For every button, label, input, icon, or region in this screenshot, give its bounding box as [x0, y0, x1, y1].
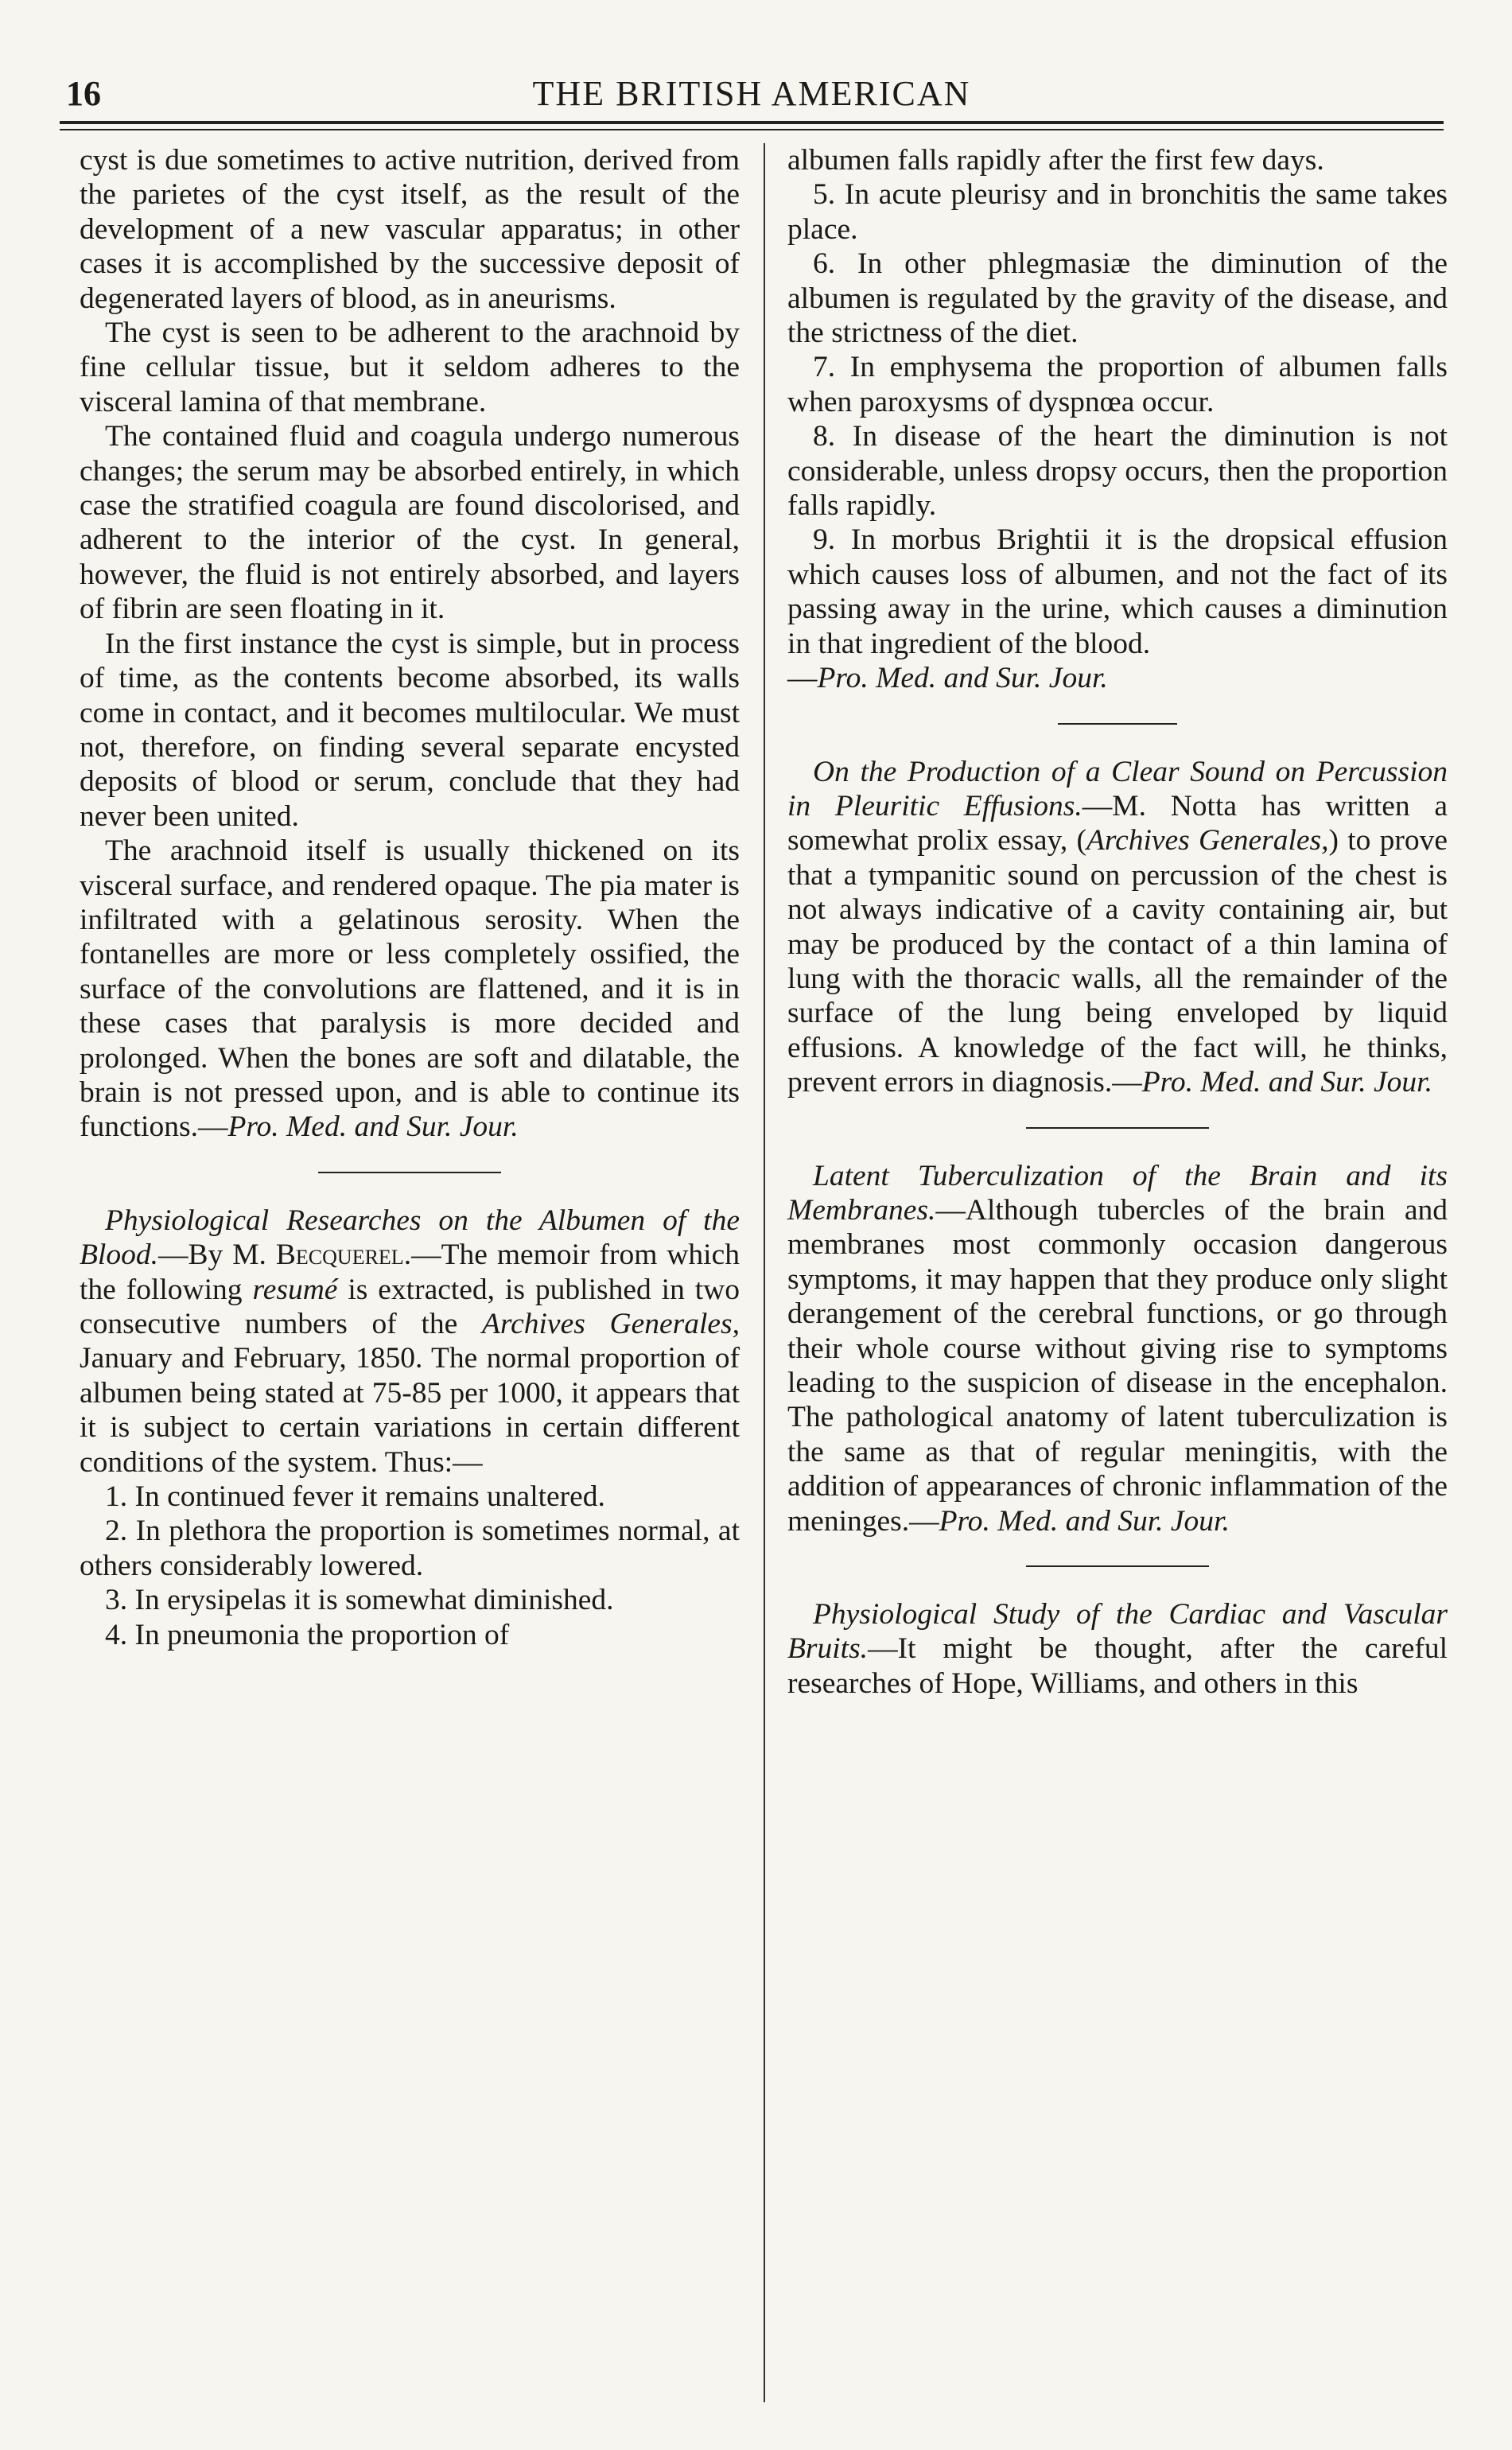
page-header: [60, 65, 1444, 121]
list-item: 2. In plethora the proportion is sometimes normal, at others considerably lowered.: [80, 1515, 740, 1582]
source-citation: Pro. Med. and Sur. Jour.: [817, 662, 1108, 695]
list-item: 5. In acute pleurisy and in bronchitis the same takes place.: [787, 178, 1448, 246]
list-item: [787, 523, 1448, 695]
list-item: 8. In disease of the heart the diminution is not considerable, unless dropsy occurs, then the proportion falls rapidly.: [787, 420, 1448, 523]
article-text: January and February, 1850. The normal proportion of albumen being stated at 75-85 per 1000, it appears that it is subject to certain variations in certain different conditions of the system. Thus:—: [80, 1342, 740, 1479]
source-citation: Pro. Med. and Sur. Jour.: [227, 1110, 519, 1144]
column-divider: [764, 143, 765, 2402]
article-title: Physiological Study of the Cardiac and Vascular Bruits.: [787, 1598, 1448, 1666]
page-number: 16: [66, 74, 101, 113]
article-text: .—The memoir from which the following: [80, 1239, 740, 1306]
paragraph: The cyst is seen to be adherent to the arachnoid by fine cellular tissue, but it seldom adheres to the visceral lamina of that membrane.: [80, 317, 740, 418]
list-item: 6. In other phlegmasiæ the diminution of the albumen is regulated by the gravity of the disease, and the strictness of the diet.: [787, 247, 1448, 350]
dash: —: [787, 662, 818, 695]
running-title: THE BRITISH AMERICAN: [532, 74, 971, 113]
paragraph: The contained fluid and coagula undergo numerous changes; the serum may be absorbed entirely, in which case the stratified coagula are found discolorised, and adherent to the interior of the cyst. In general, however, the fluid is not entirely absorbed, and layers of fibrin are seen floating in it.: [80, 420, 740, 626]
source-citation: Pro. Med. and Sur. Jour.: [939, 1504, 1230, 1538]
author-name: Becquerel: [275, 1239, 404, 1272]
list-item-text: 9. In morbus Brightii it is the dropsical effusion which causes loss of albumen, and not the fact of its passing away in the urine, which causes a diminution in that ingredient of the blood.: [787, 523, 1448, 660]
article-physiological-researches: [80, 1204, 740, 1480]
header-rule: [60, 121, 1444, 124]
article-text: —It might be thought, after the careful researches of Hope, Williams, and others in this: [787, 1632, 1448, 1700]
article-clear-sound: [787, 755, 1448, 1100]
journal-name: Archives Generales,: [482, 1308, 740, 1340]
left-column: [80, 143, 740, 1652]
article-text: —M. Notta has written a somewhat prolix essay, (: [787, 789, 1448, 858]
journal-name: Archives Generales,: [1086, 824, 1329, 858]
header-rule-thin: [60, 129, 1444, 130]
article-text: —Although tubercles of the brain and membranes most commonly occasion dangerous symptoms, it may happen that they produce only slight derangement of the cerebral functions, or go through their whole course without giving rise to symptoms leading to the suspicion of disease in the encephalon. The pathological anatomy of latent tuberculization is the same as that of regular meningitis, with the addition of appearances of chronic inflammation of the meninges.—: [787, 1193, 1448, 1538]
byline-text: —By M.: [157, 1239, 276, 1272]
article-title: Physiological Researches on the Albumen of the Blood.: [80, 1204, 740, 1272]
list-item: 1. In continued fever it remains unaltered.: [105, 1480, 605, 1514]
list-item: 7. In emphysema the proportion of albumen falls when paroxysms of dyspnœa occur.: [787, 351, 1448, 418]
article-title: On the Production of a Clear Sound on Percussion in Pleuritic Effusions.: [787, 755, 1448, 822]
list-item: 3. In erysipelas it is somewhat diminished.: [105, 1584, 614, 1617]
article-latent-tuberculization: [787, 1159, 1448, 1538]
italic-term: resumé: [252, 1273, 338, 1306]
article-title: Latent Tuberculization of the Brain and its Membranes.: [787, 1159, 1448, 1227]
article-text: is extracted, is published in two consecutive numbers of the: [80, 1273, 740, 1340]
paragraph: In the first instance the cyst is simple, but in process of time, as the contents become absorbed, its walls come in contact, and it becomes multilocular. We must not, therefore, on finding several separate encysted deposits of blood or serum, conclude that they had never been united.: [80, 627, 740, 833]
paragraph: [80, 834, 740, 1145]
article-text: ) to prove that a tympanitic sound on percussion of the chest is not always indicative of a cavity containing air, but may be produced by the contact of a thin lamina of lung with the thoracic walls, all the remainder of the surface of the lung being enveloped by liquid effusions. A knowledge of the fact will, he thinks, prevent errors in diagnosis.—: [787, 824, 1448, 1099]
paragraph: albumen falls rapidly after the first few days.: [787, 144, 1324, 177]
article-separator: [1026, 1127, 1209, 1129]
paragraph-text: The arachnoid itself is usually thickened on its visceral surface, and rendered opaque. The pia mater is infiltrated with a gelatinous serosity. When the fontanelles are more or less completely ossified, the surface of the convolutions are flattened, and it is in these cases that paralysis is more decided and prolonged. When the bones are soft and dilatable, the brain is not pressed upon, and is able to continue its functions.—: [80, 834, 740, 1144]
article-cardiac-bruits: [787, 1597, 1448, 1701]
article-separator: [1026, 1565, 1209, 1567]
list-item: 4. In pneumonia the proportion of: [105, 1618, 510, 1651]
source-citation: Pro. Med. and Sur. Jour.: [1141, 1066, 1432, 1099]
paragraph: cyst is due sometimes to active nutrition, derived from the parietes of the cyst itself, as the result of the development of a new vascular apparatus; in other cases it is accomplished by the successive deposit of degenerated layers of blood, as in aneurisms.: [80, 144, 740, 315]
right-column: [787, 143, 1448, 1701]
article-separator: [1058, 723, 1177, 725]
article-separator: [318, 1172, 501, 1173]
